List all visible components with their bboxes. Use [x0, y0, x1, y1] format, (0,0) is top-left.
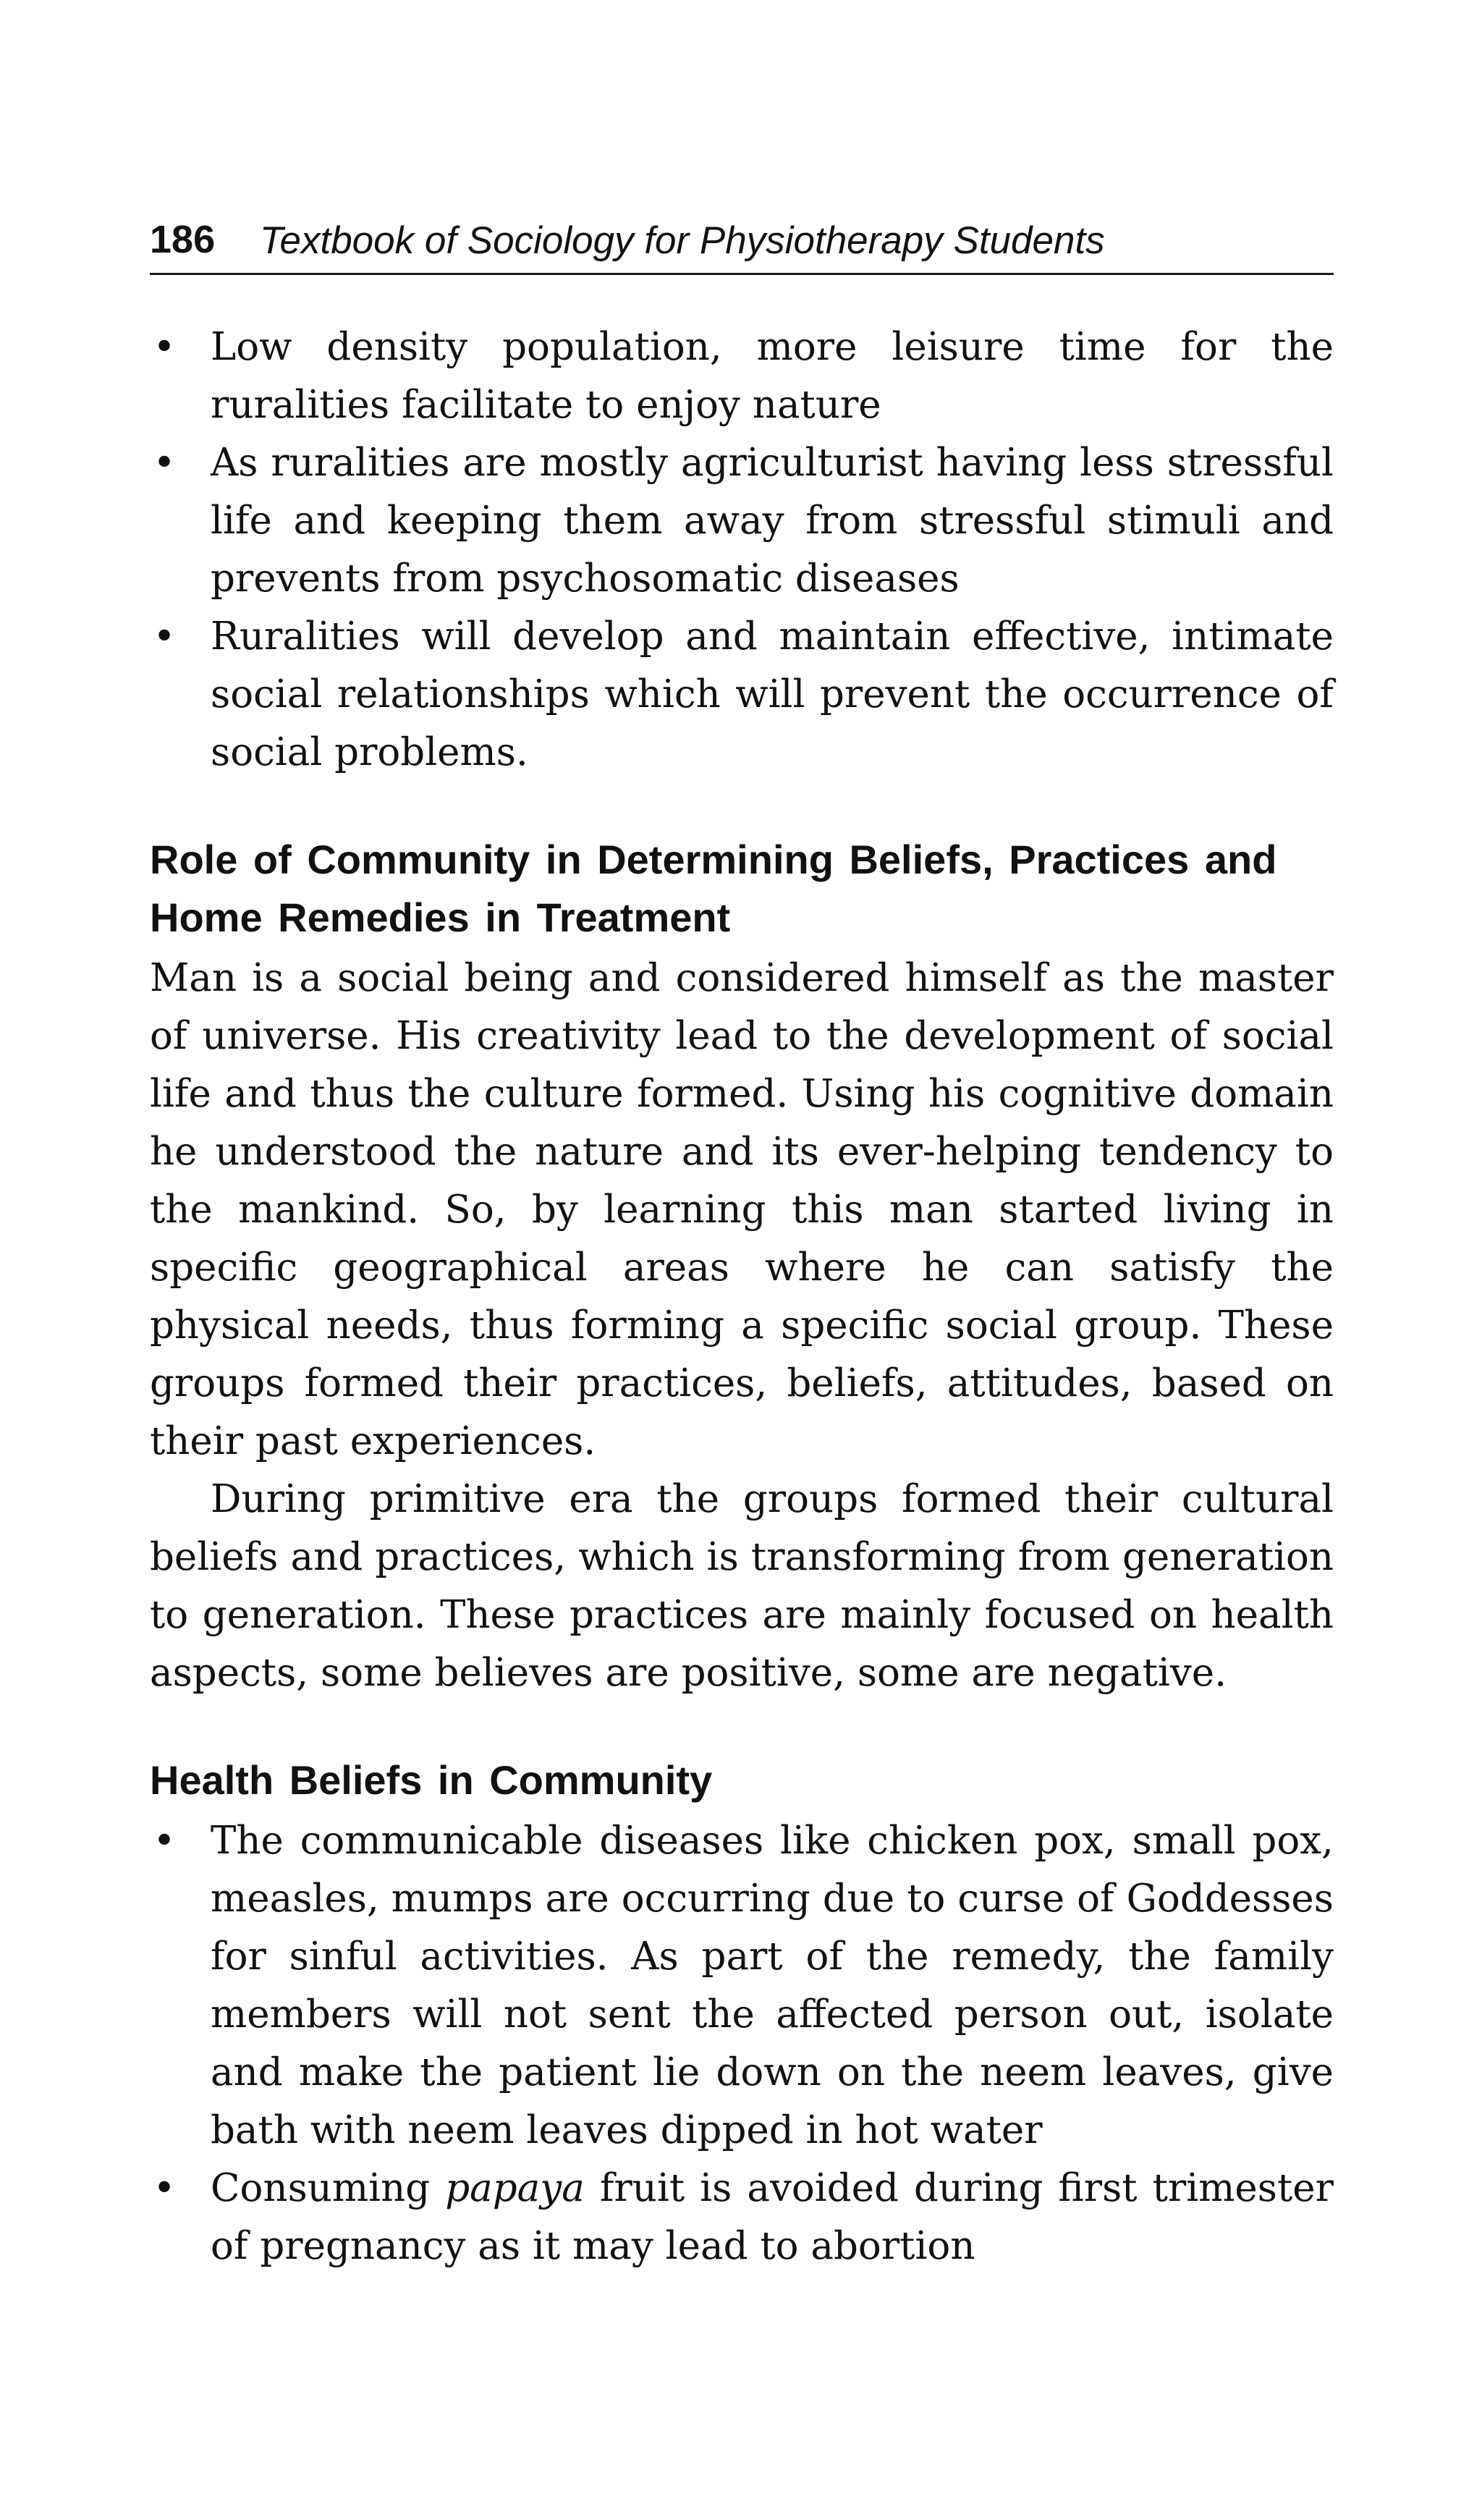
- bullet-icon: •: [153, 441, 176, 485]
- bullet-icon: •: [153, 614, 176, 659]
- list-item: [150, 434, 1334, 608]
- list-item-text: [211, 2166, 1334, 2268]
- section-heading-role-of-community: Role of Community in Determining Beliefs, Practices and Home Remedies in Treatment: [150, 837, 1277, 940]
- list-item: [150, 1812, 1334, 2160]
- italic-term: papaya: [445, 2166, 585, 2210]
- page-body: [150, 318, 1334, 2275]
- bullet-icon: •: [153, 2166, 176, 2210]
- bullet-icon: •: [153, 1819, 176, 1863]
- list-item: [150, 318, 1334, 434]
- page-number: 186: [150, 218, 216, 261]
- text-run: Consuming: [211, 2166, 446, 2210]
- list-item-text: Ruralities will develop and maintain effective, intimate social relationships which will prevent the occurrence of social problems.: [211, 614, 1334, 774]
- running-title: Textbook of Sociology for Physiotherapy Students: [260, 219, 1105, 262]
- list-item-text: The communicable diseases like chicken pox, small pox, measles, mumps are occurring due to curse of Goddesses for sinful activities. As part of the remedy, the family members will not sent the affected person out, isolate and make the patient lie down on the neem leaves, give bath with neem leaves dipped in hot water: [211, 1819, 1334, 2152]
- body-paragraph: Man is a social being and considered himself as the master of universe. His creativity lead to the development of social life and thus the culture formed. Using his cognitive domain he understood the nature and its ever-helping tendency to the mankind. So, by learning this man started living in specific geographical areas where he can satisfy the physical needs, thus forming a specific social group. These groups formed their practices, beliefs, attitudes, based on their past experiences.: [150, 956, 1334, 1463]
- health-beliefs-bullet-list: [150, 1812, 1334, 2275]
- intro-bullet-list: [150, 318, 1334, 782]
- list-item: [150, 2160, 1334, 2275]
- list-item-text: As ruralities are mostly agriculturist having less stressful life and keeping them away from stressful stimuli and prevents from psychosomatic diseases: [211, 441, 1334, 601]
- bullet-icon: •: [153, 325, 176, 369]
- list-item: [150, 608, 1334, 782]
- text-run: fruit is avoided during first trimester of pregnancy as it may lead to abortion: [211, 2166, 1334, 2268]
- list-item-text: Low density population, more leisure time for the ruralities facilitate to enjoy nature: [211, 325, 1334, 427]
- page-header: [150, 213, 1334, 275]
- section-heading-health-beliefs: Health Beliefs in Community: [150, 1757, 713, 1803]
- body-paragraph: During primitive era the groups formed their cultural beliefs and practices, which is transforming from generation to generation. These practices are mainly focused on health aspects, some believes are positive, some are negative.: [150, 1477, 1334, 1695]
